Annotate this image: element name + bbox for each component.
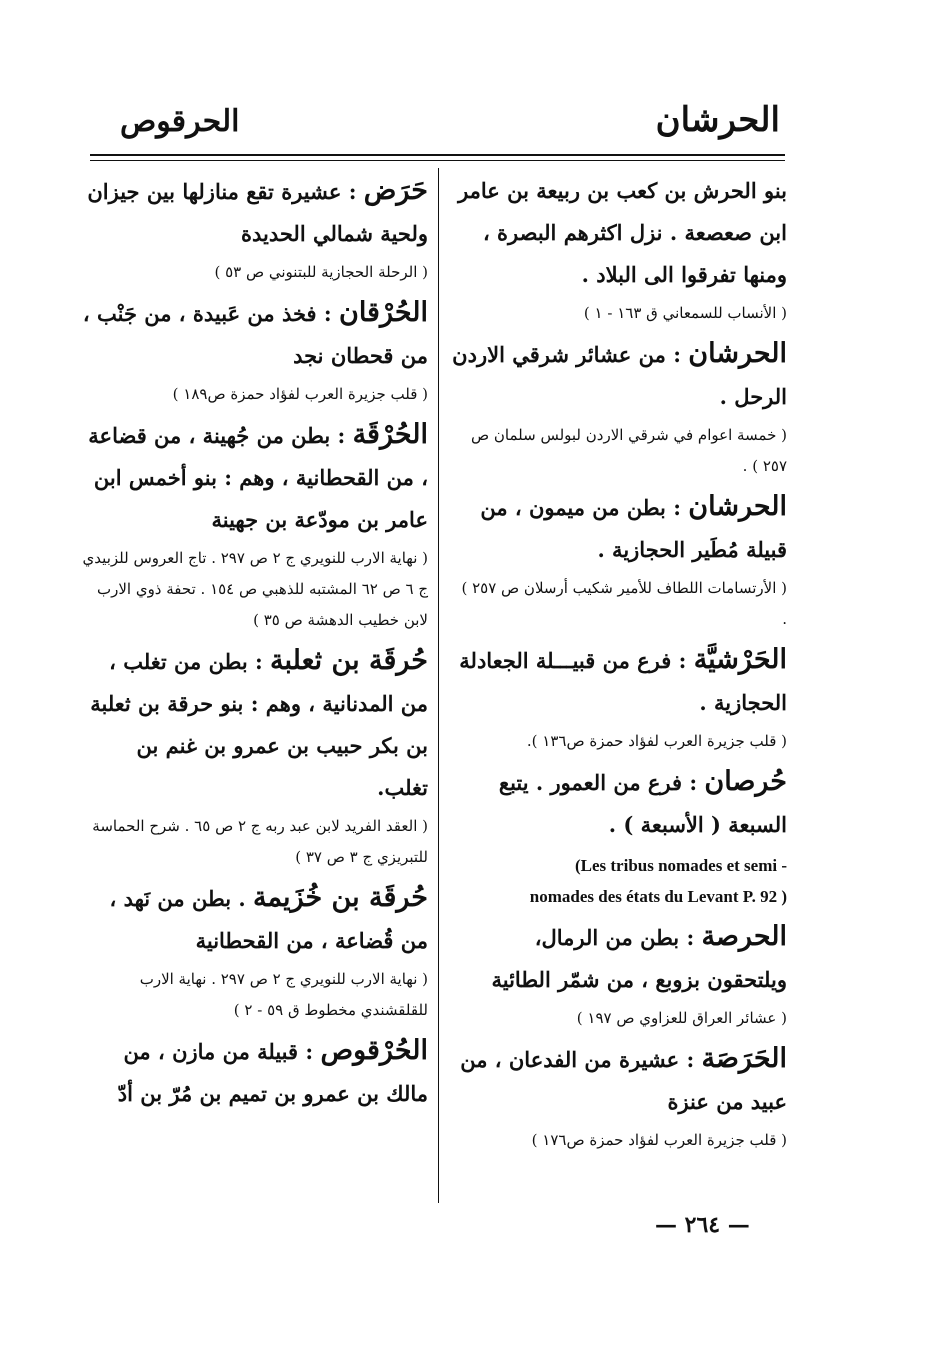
- entry-heading: الحرشان: [688, 338, 787, 369]
- page-number: — ٢٦٤ —: [655, 1212, 750, 1238]
- entry-heading: الحُرْقان: [338, 297, 428, 328]
- entry-paragraph: [452, 761, 787, 846]
- source-citation: ( قلب جزيرة العرب لفؤاد حمزة ص١٧٦ ): [531, 1131, 787, 1149]
- source-citation: ( نهاية الارب للنويري ج ٢ ص ٢٩٧ . نهاية الارب للقلقشندي مخطوط ق ٥٩ - ٢ ): [139, 970, 428, 1019]
- header-rule-thick: [90, 154, 785, 156]
- entry-paragraph: [80, 414, 428, 541]
- entry-heading: الحُرْقوص: [320, 1035, 428, 1066]
- entry-body: : بطن من ميمون ، من قبيلة مُطَير الحجازية .: [480, 495, 787, 562]
- entry-heading: الحرصة: [701, 921, 787, 952]
- source-citation: ( الرحلة الحجازية للبتنوني ص ٥٣ ): [214, 263, 428, 281]
- entry-body: : من عشائر شرقي الاردن الرحل .: [452, 342, 787, 409]
- source-citation: ( نهاية الارب للنويري ج ٢ ص ٢٩٧ . تاج العروس للزبيدي ج ٦ ص ٦٢ المشتبه للذهبي ص ١٥٤ . تحفة ذوي الارب لابن خطيب الدهشة ص ٣٥ ): [82, 549, 428, 629]
- header-right-title: الحرشان: [655, 100, 780, 140]
- entry-body: : فخذ من عَبيدة ، من جَنْب ، من قحطان نجد: [82, 301, 428, 368]
- entry-heading: حُرقَة بن خُزَيمة: [252, 882, 428, 913]
- entry-body: : بطن من الرمال، ويلتحقون بزوبع ، من شمّر الطائية: [491, 925, 787, 992]
- entry-paragraph: [452, 916, 787, 1001]
- entry-body: . بطن من نَهد ، من قُضاعة ، من القحطانية: [109, 886, 428, 953]
- left-column: [80, 170, 428, 1115]
- entry-heading: الحرشان: [688, 491, 787, 522]
- right-column: [452, 170, 787, 1160]
- entry-body: : عشيرة من الفدعان ، من عبيد من عنزة: [460, 1047, 787, 1114]
- source-citation: ( قلب جزيرة العرب لفؤاد حمزة ص١٨٩ ): [172, 385, 428, 403]
- entry-paragraph: [452, 333, 787, 418]
- source-citation: ( الأنساب للسمعاني ق ١٦٣ - ١ ): [583, 304, 787, 322]
- running-header: [90, 100, 780, 150]
- latin-citation: [452, 850, 787, 912]
- entry-body: : فرع من العمور . يتبع السبعة ( الأسبعة ) .: [498, 770, 787, 837]
- source-citation: ( عشائر العراق للعزاوي ص ١٩٧ ): [576, 1009, 787, 1027]
- entry-body: : بطن من جُهينة ، من قضاعة ، من القحطانية ، وهم : بنو أخمس ابن عامر بن مودّعة بن جهينة: [88, 423, 428, 532]
- entry-body: : قبيلة من مازن ، من مالك بن عمرو بن تميم بن مُرّ بن أدّ: [117, 1039, 428, 1106]
- entry-heading: حُرقَة بن ثعلبة: [270, 645, 428, 676]
- latin-citation-line1: (Les tribus nomades et semi -: [574, 856, 787, 875]
- entry-body: : فرع من قبيـــلة الجعادلة الحجازية .: [459, 648, 787, 715]
- source-citation: ( خمسة اعوام في شرقي الاردن لبولس سلمان ص ٢٥٧ ) .: [470, 426, 787, 475]
- entry-heading: حَرَض: [363, 175, 428, 206]
- entry-paragraph: [452, 639, 787, 724]
- entry-body: : بطن من تغلب ، من المدنانية ، وهم : بنو حرقة بن ثعلبة بن بكر حبيب بن عمرو بن غنم بن تغلب.: [90, 649, 428, 800]
- entry-heading: الحَرَصَة: [701, 1043, 787, 1074]
- entry-heading: الحُرْقَة: [352, 419, 428, 450]
- source-citation: ( العقد الفريد لابن عبد ربه ج ٢ ص ٦٥ . شرح الحماسة للتبريزي ج ٣ ص ٣٧ ): [92, 817, 428, 866]
- entry-heading: الحَرْشيَّة: [693, 644, 787, 675]
- entry-paragraph: [452, 486, 787, 571]
- entry-paragraph: بنو الحرش بن كعب بن ربيعة بن عامر ابن صعصعة . نزل اكثرهم البصرة ، ومنها تفرقوا الى البلاد .: [458, 178, 787, 287]
- latin-citation-line2: nomades des états du Levant P. 92 ): [529, 887, 787, 906]
- entry-paragraph: [80, 1030, 428, 1115]
- header-rule-thin: [90, 160, 785, 161]
- entry-paragraph: [80, 170, 428, 255]
- entry-body: : عشيرة تقع منازلها بين جيزان ولحية شمالي الحديدة: [87, 179, 428, 246]
- source-citation: ( قلب جزيرة العرب لفؤاد حمزة ص١٣٦ ).: [526, 732, 787, 750]
- entry-paragraph: [452, 1038, 787, 1123]
- entry-heading: حُرصان: [704, 766, 787, 797]
- entry-paragraph: [80, 640, 428, 809]
- source-citation: ( الأرتسامات اللطاف للأمير شكيب أرسلان ص ٢٥٧ ) .: [461, 579, 787, 628]
- entry-paragraph: [80, 877, 428, 962]
- column-divider: [438, 168, 439, 1203]
- header-left-title: الحرقوص: [120, 104, 240, 139]
- entry-paragraph: [80, 292, 428, 377]
